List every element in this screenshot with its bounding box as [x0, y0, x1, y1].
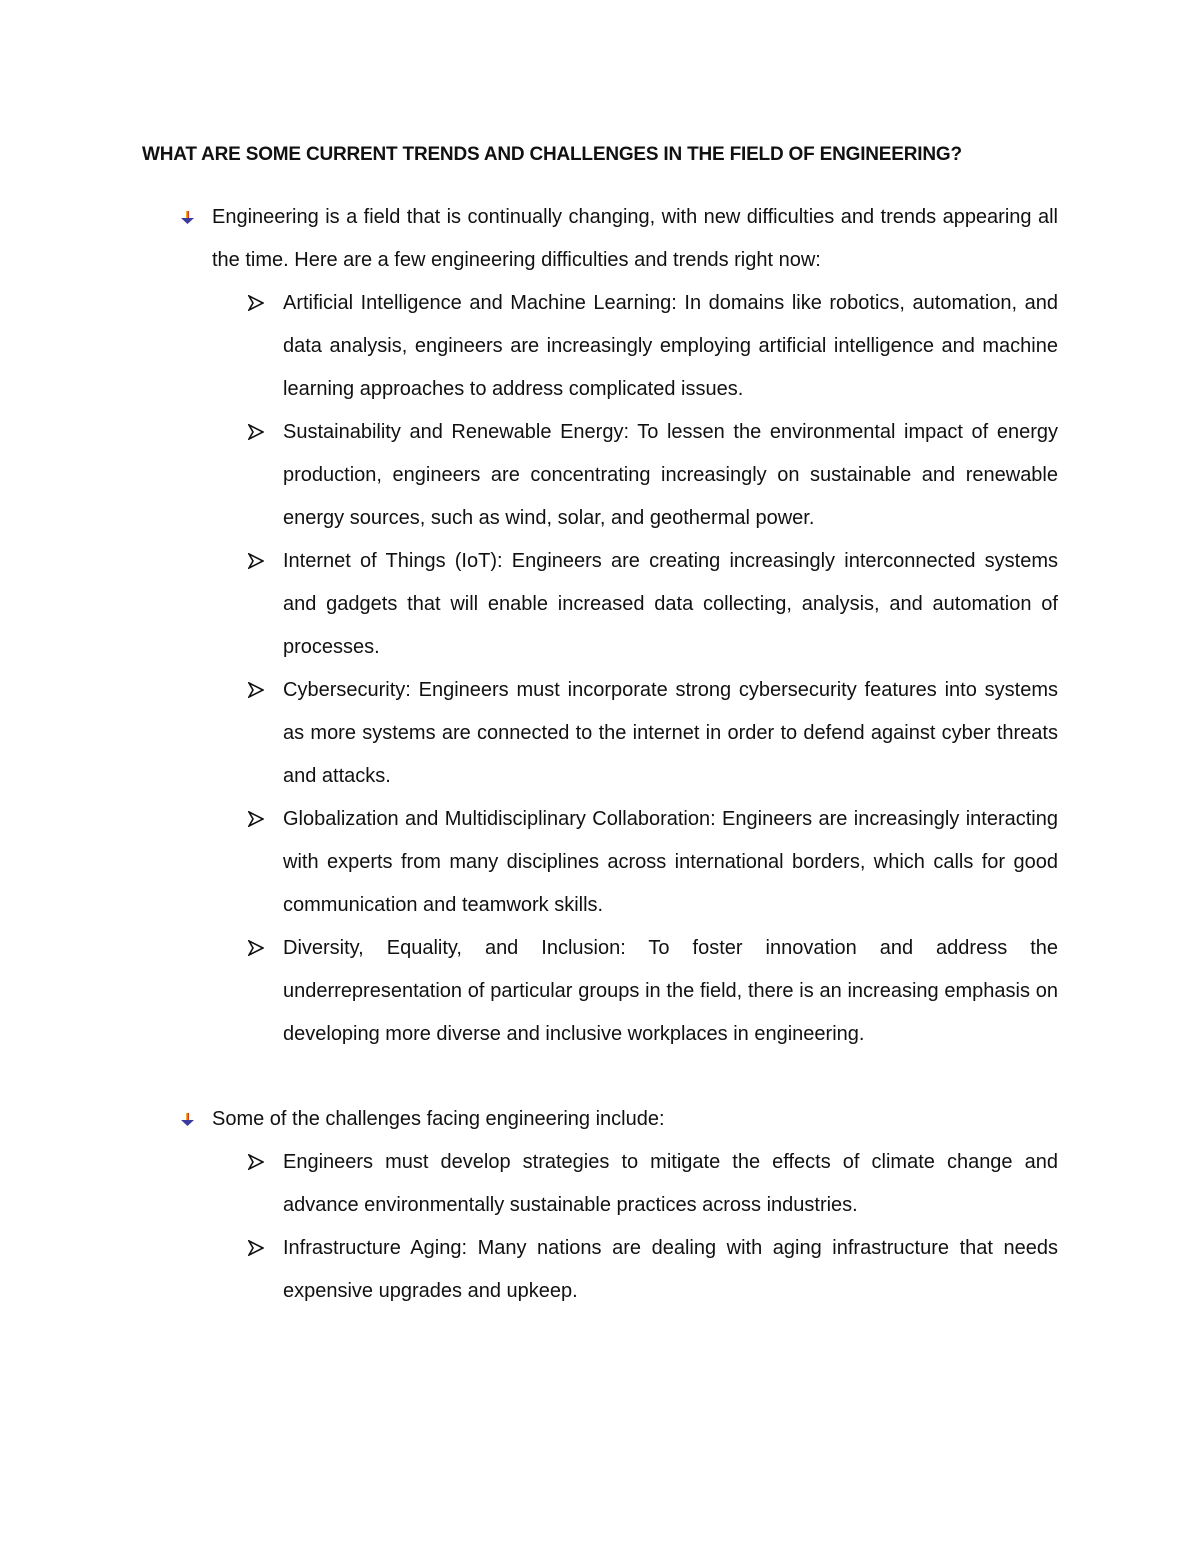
lead-paragraph: [178, 1098, 1058, 1141]
list-item: [248, 1141, 1058, 1227]
list-item-text: Sustainability and Renewable Energy: To lessen the environmental impact of energy production, engineers are concentrating increasingly on sustainable and renewable energy sources, such as wind, solar, and geothermal power.: [283, 421, 1058, 529]
down-arrow-bullet-icon: [178, 1098, 212, 1141]
lead-text: Engineering is a field that is continually changing, with new difficulties and trends appearing all the time. Here are a few engineering difficulties and trends right now:: [212, 206, 1058, 271]
arrowhead-bullet-icon: [248, 411, 283, 454]
down-arrow-bullet-icon: [178, 196, 212, 239]
trends-list: [178, 282, 1058, 1056]
list-item-text: Internet of Things (IoT): Engineers are creating increasingly interconnected systems and gadgets that will enable increased data collecting, analysis, and automation of processes.: [283, 550, 1058, 658]
list-item-text: Infrastructure Aging: Many nations are dealing with aging infrastructure that needs expensive upgrades and upkeep.: [283, 1237, 1058, 1302]
list-item: [248, 1227, 1058, 1313]
list-item: [248, 927, 1058, 1056]
arrowhead-bullet-icon: [248, 282, 283, 325]
list-item-text: Diversity, Equality, and Inclusion: To foster innovation and address the underrepresentation of particular groups in the field, there is an increasing emphasis on developing more diverse and inclusive workplaces in engineering.: [283, 937, 1058, 1045]
list-item-text: Globalization and Multidisciplinary Collaboration: Engineers are increasingly interacting with experts from many disciplines across international borders, which calls for good communication and teamwork skills.: [283, 808, 1058, 916]
section-trends: [178, 196, 1058, 1056]
arrowhead-bullet-icon: [248, 927, 283, 970]
list-item-text: Artificial Intelligence and Machine Learning: In domains like robotics, automation, and data analysis, engineers are increasingly employing artificial intelligence and machine learning approaches to address complicated issues.: [283, 292, 1058, 400]
arrowhead-bullet-icon: [248, 540, 283, 583]
lead-paragraph: [178, 196, 1058, 282]
arrowhead-bullet-icon: [248, 1141, 283, 1184]
arrowhead-bullet-icon: [248, 669, 283, 712]
list-item: [248, 282, 1058, 411]
list-item: [248, 411, 1058, 540]
lead-text: Some of the challenges facing engineering include:: [212, 1108, 665, 1130]
list-item: [248, 798, 1058, 927]
list-item: [248, 540, 1058, 669]
document-title: WHAT ARE SOME CURRENT TRENDS AND CHALLENGES IN THE FIELD OF ENGINEERING?: [142, 144, 962, 165]
challenges-list: [178, 1141, 1058, 1313]
list-item-text: Cybersecurity: Engineers must incorporate strong cybersecurity features into systems as more systems are connected to the internet in order to defend against cyber threats and attacks.: [283, 679, 1058, 787]
section-challenges: [178, 1098, 1058, 1313]
list-item: [248, 669, 1058, 798]
arrowhead-bullet-icon: [248, 798, 283, 841]
arrowhead-bullet-icon: [248, 1227, 283, 1270]
list-item-text: Engineers must develop strategies to mitigate the effects of climate change and advance environmentally sustainable practices across industries.: [283, 1151, 1058, 1216]
